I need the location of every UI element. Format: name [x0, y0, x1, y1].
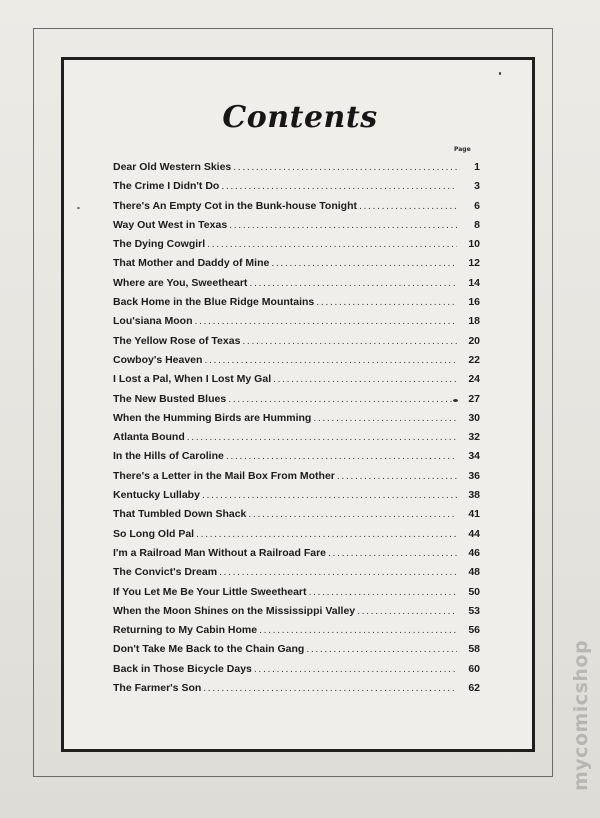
dot-leader: [316, 296, 457, 308]
ink-speck: [499, 72, 501, 75]
toc-entry-page: 48: [468, 566, 480, 579]
toc-entry-page: 36: [468, 469, 480, 482]
toc-entry-title: When the Moon Shines on the Mississippi Valley: [113, 604, 356, 617]
toc-entry: [113, 547, 480, 566]
toc-entry-page: 16: [468, 296, 480, 309]
toc-entry: [113, 470, 480, 489]
toc-entry: [113, 450, 480, 469]
toc-entry-title: If You Let Me Be Your Little Sweetheart: [113, 585, 307, 598]
toc-entry: [113, 624, 480, 643]
toc-entry-title: Where are You, Sweetheart: [113, 276, 248, 289]
toc-entry-page: 1: [474, 161, 480, 173]
toc-entry-title: The Crime I Didn't Do: [113, 180, 220, 193]
toc-entry-title: Cowboy's Heaven: [113, 353, 203, 366]
dot-leader: [196, 528, 457, 540]
toc-entry-page: 6: [474, 199, 480, 212]
dot-leader: [204, 354, 457, 366]
toc-entry-page: 3: [474, 180, 480, 193]
dot-leader: [207, 238, 457, 250]
toc-entry: [113, 393, 480, 412]
toc-entry: [113, 663, 480, 682]
toc-entry-page: 53: [468, 604, 480, 617]
toc-entry: [113, 489, 480, 508]
toc-entry: [113, 605, 480, 624]
toc-entry-title: That Tumbled Down Shack: [113, 508, 247, 521]
ink-speck: [77, 207, 80, 209]
toc-entry: [113, 335, 480, 354]
page-title: Contents: [222, 100, 378, 135]
toc-entry-page: 22: [468, 353, 480, 366]
toc-entry-page: 58: [468, 643, 480, 656]
toc-entry: [113, 566, 480, 585]
dot-leader: [359, 200, 457, 212]
toc-entry-title: When the Humming Birds are Humming: [113, 411, 312, 424]
toc-entry-page: 27: [468, 392, 480, 405]
dot-leader: [273, 373, 457, 385]
toc-entry-title: Back in Those Bicycle Days: [113, 662, 252, 675]
toc-entry-page: 10: [468, 238, 480, 251]
toc-entry: [113, 528, 480, 547]
toc-entry-title: Lou'siana Moon: [113, 315, 193, 328]
dot-leader: [337, 470, 457, 482]
toc-entry-title: The New Busted Blues: [113, 392, 227, 405]
toc-entry-page: 20: [468, 334, 480, 347]
toc-entry-page: 60: [468, 662, 480, 675]
toc-entry-title: That Mother and Daddy of Mine: [113, 257, 270, 270]
dot-leader: [187, 431, 457, 443]
toc-entry-page: 38: [468, 489, 480, 502]
toc-entry: [113, 277, 480, 296]
toc-entry: [113, 219, 480, 238]
toc-entry: [113, 296, 480, 315]
toc-entry: [113, 354, 480, 373]
toc-entry-page: 44: [468, 527, 480, 540]
toc-entry-page: 46: [468, 546, 480, 559]
toc-entry-title: Don't Take Me Back to the Chain Gang: [113, 643, 305, 656]
toc-entry-title: Way Out West in Texas: [113, 218, 228, 231]
toc-entry-title: The Dying Cowgirl: [113, 238, 206, 251]
toc-entry: [113, 200, 480, 219]
dot-leader: [306, 643, 457, 655]
toc-entry-title: There's An Empty Cot in the Bunk-house Tonight: [113, 199, 357, 212]
dot-leader: [203, 682, 457, 694]
toc-entry-page: 50: [468, 585, 480, 598]
toc-entry-title: I'm a Railroad Man Without a Railroad Fare: [113, 546, 327, 559]
dot-leader: [228, 393, 457, 405]
toc-entry-title: Dear Old Western Skies: [113, 161, 232, 173]
toc-entry-title: The Convict's Dream: [113, 566, 218, 579]
toc-entry: [113, 682, 480, 701]
toc-entry: [113, 257, 480, 276]
toc-entry: [113, 180, 480, 199]
dot-leader: [357, 605, 457, 617]
dot-leader: [202, 489, 457, 501]
toc-entry: [113, 315, 480, 334]
toc-entry-title: Atlanta Bound: [113, 431, 185, 444]
dot-leader: [195, 315, 458, 327]
dot-leader: [219, 566, 457, 578]
dot-leader: [249, 277, 457, 289]
toc-entry-page: 32: [468, 431, 480, 444]
toc-entry-title: Kentucky Lullaby: [113, 489, 200, 502]
toc-entry-title: So Long Old Pal: [113, 527, 195, 540]
dot-leader: [242, 335, 457, 347]
toc-entry: [113, 161, 480, 180]
toc-entry-title: I Lost a Pal, When I Lost My Gal: [113, 373, 272, 386]
toc-entry-page: 8: [474, 218, 480, 231]
toc-entry-page: 30: [468, 411, 480, 424]
toc-entry-page: 34: [468, 450, 480, 463]
toc-entry: [113, 643, 480, 662]
toc-entry-title: The Farmer's Son: [113, 682, 202, 695]
toc-entry-page: 56: [468, 624, 480, 637]
dot-leader: [221, 180, 457, 192]
toc-entry-page: 18: [468, 315, 480, 328]
toc-entry: [113, 373, 480, 392]
toc-entry-page: 62: [468, 682, 480, 695]
dot-leader: [259, 624, 457, 636]
watermark: mycomicshop: [570, 639, 592, 791]
toc-entry-page: 41: [468, 508, 480, 521]
toc-entry: [113, 586, 480, 605]
dot-leader: [229, 219, 457, 231]
dot-leader: [328, 547, 457, 559]
toc-entry-page: 24: [468, 373, 480, 386]
toc-entry-page: 14: [468, 276, 480, 289]
table-of-contents: [113, 161, 480, 701]
dot-leader: [313, 412, 457, 424]
toc-entry: [113, 508, 480, 527]
dot-leader: [254, 663, 457, 675]
toc-entry: [113, 238, 480, 257]
dot-leader: [226, 450, 457, 462]
toc-entry-title: The Yellow Rose of Texas: [113, 334, 241, 347]
dot-leader: [233, 161, 457, 173]
toc-entry-title: Returning to My Cabin Home: [113, 624, 258, 637]
dot-leader: [309, 586, 457, 598]
dot-leader: [248, 508, 457, 520]
toc-entry-title: There's a Letter in the Mail Box From Mother: [113, 469, 335, 482]
toc-entry: [113, 412, 480, 431]
page-column-header: Page: [454, 146, 471, 153]
toc-entry-title: In the Hills of Caroline: [113, 450, 224, 463]
dot-leader: [271, 257, 457, 269]
toc-entry-page: 12: [468, 257, 480, 270]
toc-entry-title: Back Home in the Blue Ridge Mountains: [113, 296, 315, 309]
toc-entry: [113, 431, 480, 450]
